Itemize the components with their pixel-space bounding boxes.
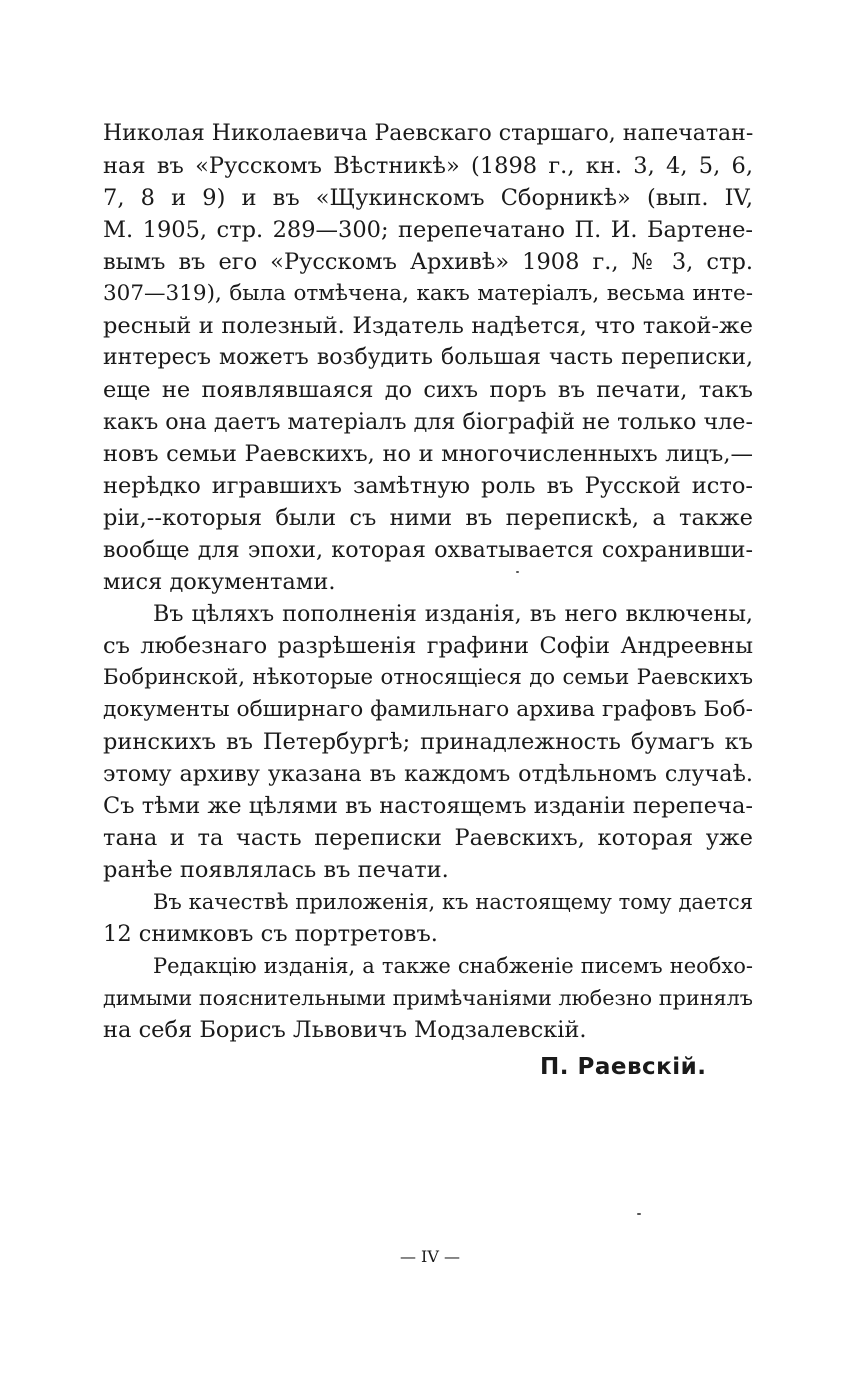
paragraph-2-line-1: Въ цѣляхъ пополненія изданія, въ него включены, (153, 601, 753, 627)
text-line-7: ресный и полезный. Издатель надѣется, что такой-же (103, 313, 753, 339)
text-line-3: 7, 8 и 9) и въ «Щукинскомъ Сборникѣ» (вып. IV, (103, 185, 753, 211)
text-line-29: на себя Борисъ Львовичъ Модзалевскій. (103, 1017, 587, 1043)
text-line-28: димыми пояснительными примѣчаніями любезно принялъ (103, 986, 753, 1010)
text-line-8: интересъ можетъ возбудить большая часть переписки, (103, 345, 753, 370)
text-line-1: Николая Николаевича Раевскаго старшаго, напечатан- (103, 121, 754, 146)
text-line-21: этому архиву указана въ каждомъ отдѣльномъ случаѣ. (103, 761, 753, 787)
text-line-19: документы обширнаго фамильнаго архива графовъ Боб- (103, 697, 753, 722)
text-line-20: ринскихъ въ Петербургѣ; принадлежность бумагъ къ (103, 729, 753, 755)
text-line-14: вообще для эпохи, которая охватывается сохранивши- (103, 537, 753, 563)
paragraph-3-line-1: Въ качествѣ приложенія, къ настоящему тому дается (153, 890, 753, 914)
text-line-22: Съ тѣми же цѣлями въ настоящемъ изданіи перепеча- (103, 793, 753, 819)
text-line-2: ная въ «Русскомъ Вѣстникѣ» (1898 г., кн. 3, 4, 5, 6, (103, 153, 753, 179)
text-line-6: 307—319), была отмѣчена, какъ матеріалъ, весьма инте- (103, 281, 753, 306)
text-line-17: съ любезнаго разрѣшенія графини Софіи Андреевны (103, 633, 753, 659)
text-line-15: мися документами. (103, 569, 336, 595)
text-line-10: какъ она даетъ матеріалъ для біографій не только чле- (103, 409, 753, 435)
text-line-11: новъ семьи Раевскихъ, но и многочисленныхъ лицъ,— (103, 441, 753, 467)
text-line-26: 12 снимковъ съ портретовъ. (103, 921, 438, 947)
text-line-12: нерѣдко игравшихъ замѣтную роль въ Русской исто- (103, 473, 753, 499)
paper-speck (516, 571, 519, 573)
text-line-4: М. 1905, стр. 289—300; перепечатано П. И. Бартене- (103, 217, 753, 243)
text-line-9: еще не появлявшаяся до сихъ поръ въ печати, такъ (103, 377, 753, 403)
paper-speck (637, 1213, 641, 1215)
text-line-18: Бобринской, нѣкоторые относящіеся до семьи Раевскихъ (103, 665, 753, 690)
text-line-23: тана и та часть переписки Раевскихъ, которая уже (103, 825, 753, 851)
text-line-13: ріи,--которыя были съ ними въ перепискѣ, а также (103, 505, 753, 531)
page-number: — IV — (399, 1247, 461, 1266)
text-line-24: ранѣе появлялась въ печати. (103, 857, 449, 883)
signature: П. Раевскій. (540, 1054, 707, 1080)
paragraph-4-line-1: Редакцію изданія, а также снабженіе писемъ необхо- (153, 954, 753, 978)
text-line-5: вымъ въ его «Русскомъ Архивѣ» 1908 г., № 3, стр. (103, 249, 753, 275)
